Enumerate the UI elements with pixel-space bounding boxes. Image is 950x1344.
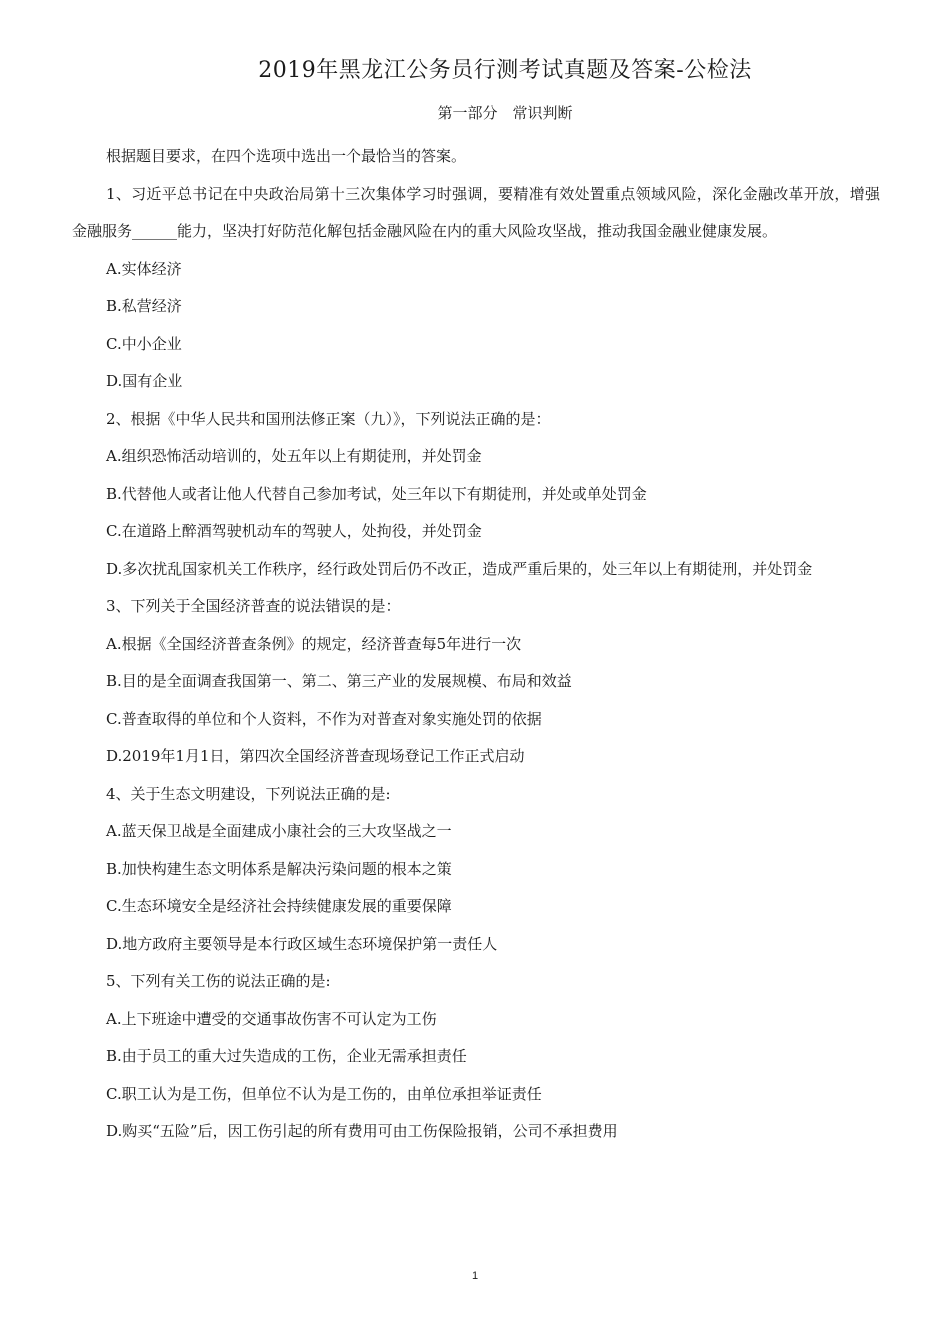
option-c: C.在道路上醉酒驾驶机动车的驾驶人，处拘役，并处罚金 — [106, 522, 482, 540]
question-stem: 5、下列有关工伤的说法正确的是: — [106, 972, 331, 990]
option-c: C.职工认为是工伤，但单位不认为是工伤的，由单位承担举证责任 — [106, 1084, 542, 1103]
option-d: D.地方政府主要领导是本行政区域生态环境保护第一责任人 — [106, 934, 498, 953]
option-b: B.加快构建生态文明体系是解决污染问题的根本之策 — [106, 859, 452, 878]
option-b: B.代替他人或者让他人代替自己参加考试，处三年以下有期徒刑，并处或单处罚金 — [106, 484, 647, 503]
document-body — [72, 138, 880, 1151]
option-b: B.私营经济 — [106, 297, 182, 315]
option-a: A.实体经济 — [106, 259, 182, 278]
option-a: A.根据《全国经济普查条例》的规定，经济普查每5年进行一次 — [106, 634, 522, 653]
option-c: C.中小企业 — [106, 334, 182, 353]
option-a: A.蓝天保卫战是全面建成小康社会的三大攻坚战之一 — [106, 822, 452, 840]
question-stem: 3、下列关于全国经济普查的说法错误的是： — [106, 597, 401, 615]
option-d: D.国有企业 — [106, 372, 183, 390]
question-3 — [72, 588, 880, 776]
option-c: C.生态环境安全是经济社会持续健康发展的重要保障 — [106, 897, 452, 915]
question-stem: 1、习近平总书记在中央政治局第十三次集体学习时强调，要精准有效处置重点领域风险，深化金融改革开放，增强金融服务______能力，坚决打好防范化解包括金融风险在内的重大风险攻坚战，推动我国金融业健康发展。 — [72, 184, 880, 240]
question-stem: 2、根据《中华人民共和国刑法修正案（九）》，下列说法正确的是： — [106, 409, 551, 428]
option-b: B.由于员工的重大过失造成的工伤，企业无需承担责任 — [106, 1047, 467, 1065]
question-stem: 4、关于生态文明建设，下列说法正确的是: — [106, 784, 391, 803]
option-b: B.目的是全面调查我国第一、第二、第三产业的发展规模、布局和效益 — [106, 672, 572, 690]
option-d: D.多次扰乱国家机关工作秩序，经行政处罚后仍不改正，造成严重后果的，处三年以上有期徒刑，并处罚金 — [106, 559, 813, 578]
page-number: 1 — [471, 1270, 479, 1282]
option-c: C.普查取得的单位和个人资料，不作为对普查对象实施处罚的依据 — [106, 709, 542, 728]
document-title: 2019年黑龙江公务员行测考试真题及答案-公检法 — [258, 58, 752, 83]
instructions: 根据题目要求，在四个选项中选出一个最恰当的答案。 — [106, 147, 467, 165]
option-a: A.上下班途中遭受的交通事故伤害不可认定为工伤 — [106, 1009, 437, 1028]
question-1 — [72, 176, 880, 401]
option-d: D.购买“五险”后，因工伤引起的所有费用可由工伤保险报销，公司不承担费用 — [106, 1122, 618, 1140]
question-4 — [72, 776, 880, 964]
option-d: D.2019年1月1日，第四次全国经济普查现场登记工作正式启动 — [106, 747, 525, 765]
option-a: A.组织恐怖活动培训的，处五年以上有期徒刑，并处罚金 — [106, 447, 482, 465]
question-2 — [72, 401, 880, 589]
section-heading: 第一部分 常识判断 — [437, 104, 573, 122]
question-5 — [72, 963, 880, 1151]
